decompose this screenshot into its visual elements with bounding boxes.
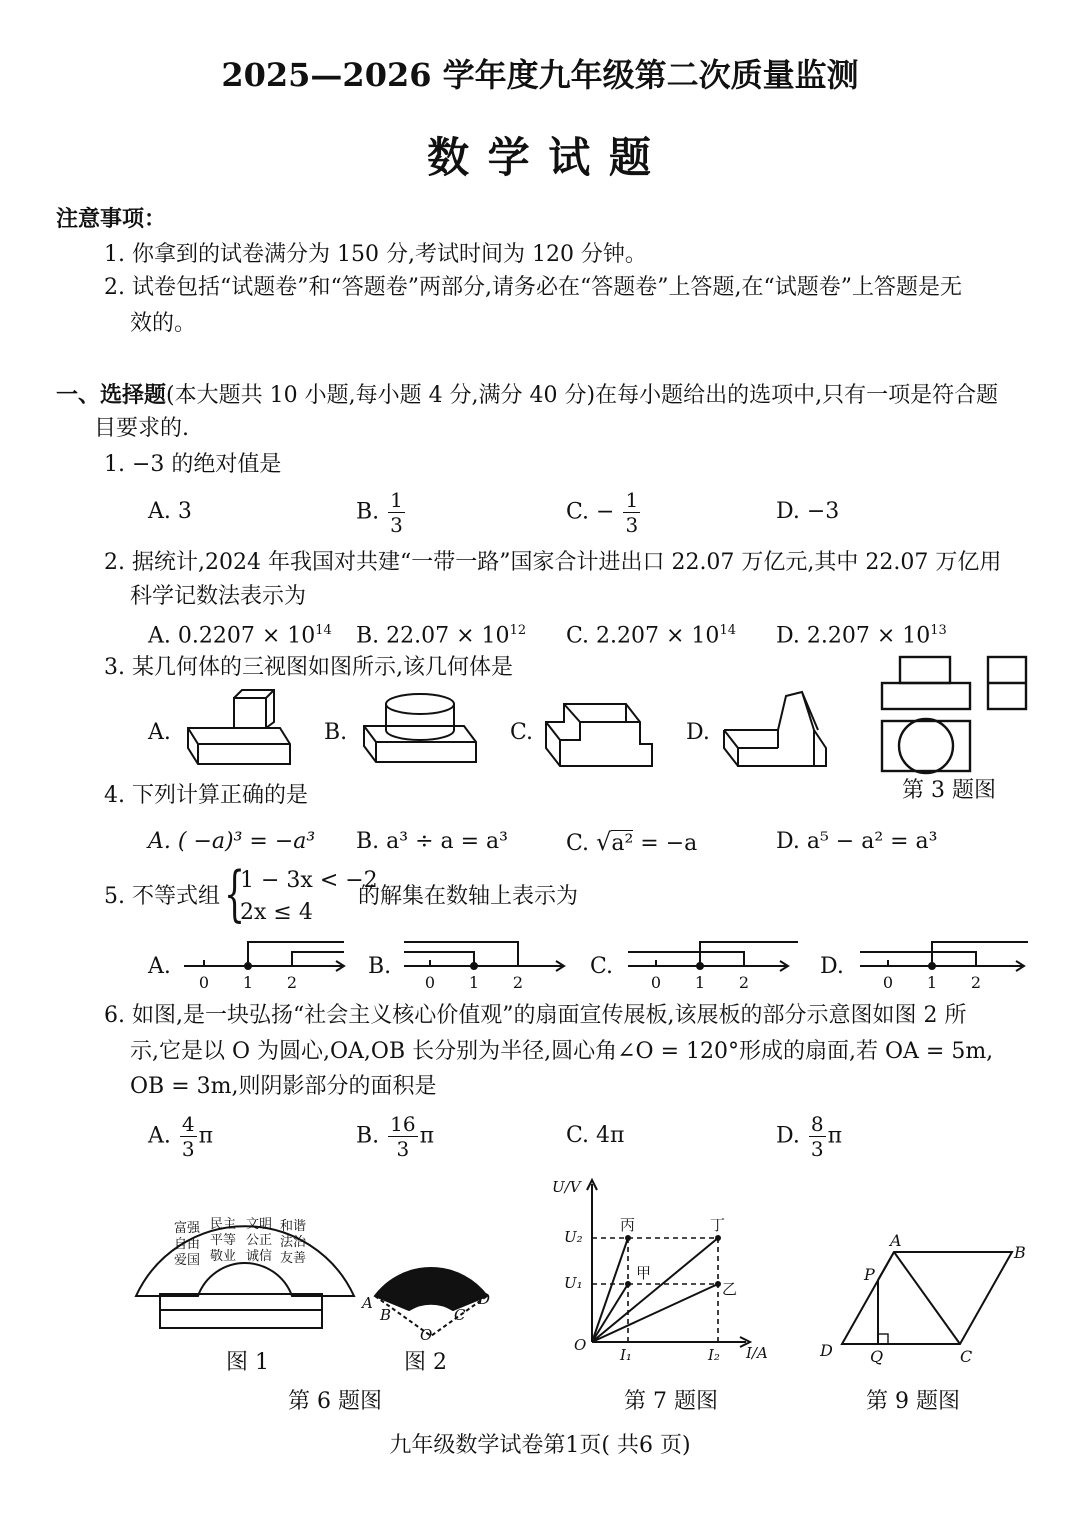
q3-caption: 第 3 题图 (902, 778, 996, 803)
pi-symbol: π (419, 1123, 435, 1149)
point-label: O (420, 1326, 433, 1344)
q1-option-c (566, 490, 642, 535)
fan-text: 公正 (246, 1233, 273, 1248)
fan-text: 文明 (246, 1217, 273, 1232)
q6-a-label: A. (148, 1123, 171, 1149)
point-label: A (890, 1231, 902, 1250)
q5-ineq-2: 2x ≤ 4 (240, 900, 313, 925)
q5-option-c-label: C. (590, 954, 614, 979)
tick-label: 0 (198, 973, 210, 992)
tick-label: I₁ (620, 1346, 632, 1364)
frac-num: 1 (625, 488, 639, 512)
q4-option-c (566, 827, 697, 859)
q5-option-d-label: D. (820, 954, 844, 979)
q2-stem: 2. 据统计,2024 年我国对共建“一带一路”国家合计进出口 22.07 万亿元,其中 22.07 万亿用 (104, 550, 1002, 575)
q3-solid-d (718, 688, 838, 770)
sqrt-sign: √ (596, 828, 612, 856)
point-label: C (454, 1306, 466, 1324)
frac-num: 1 (390, 488, 403, 512)
axis-label-x: I/A (746, 1344, 768, 1362)
tick-label: 0 (424, 973, 436, 992)
q5-stem-post: 的解集在数轴上表示为 (358, 884, 579, 909)
q6-a-fraction (180, 1114, 197, 1159)
point-label: 丙 (620, 1216, 636, 1234)
fan-text: 爱国 (174, 1253, 201, 1268)
q6-stem-cont-2: OB = 3m,则阴影部分的面积是 (130, 1074, 437, 1099)
q2-a-text: A. 0.2207 × 10 (148, 623, 316, 649)
frac-num: 4 (181, 1112, 195, 1136)
pi-symbol: π (827, 1123, 843, 1149)
q2-option-c (566, 616, 736, 651)
q1-option-a: A. 3 (148, 499, 192, 524)
q2-d-exp: 13 (930, 623, 947, 638)
fan-text: 自由 (174, 1237, 201, 1252)
frac-den: 3 (390, 513, 403, 537)
q4-option-b: B. a³ ÷ a = a³ (356, 829, 508, 854)
point-label: P (864, 1265, 875, 1284)
q2-c-exp: 14 (719, 623, 736, 638)
q2-a-exp: 14 (315, 623, 332, 638)
section-heading-desc: (本大题共 10 小题,每小题 4 分,满分 40 分)在每小题给出的选项中,只有一项是符合题 (166, 383, 999, 408)
notice-item-2-cont: 效的。 (130, 311, 197, 336)
q6-stem: 6. 如图,是一块弘扬“社会主义核心价值观”的扇面宣传展板,该展板的部分示意图如图 2 所 (104, 1003, 967, 1028)
tick-label: 1 (926, 973, 938, 992)
q5-numberline-b (400, 936, 570, 992)
fan-text: 诚信 (246, 1249, 273, 1264)
q6-b-label: B. (356, 1123, 380, 1149)
section-desc-cont: 目要求的. (94, 416, 189, 441)
q6-option-b (356, 1114, 434, 1159)
q5-ineq-1: 1 − 3x < −2 (240, 868, 378, 893)
fig9-parallelogram (816, 1230, 1036, 1366)
point-label: 乙 (722, 1280, 738, 1298)
tick-label: 0 (882, 973, 894, 992)
tick-label: 1 (242, 973, 254, 992)
frac-num: 8 (810, 1112, 824, 1136)
tick-label: 0 (650, 973, 662, 992)
q1-option-d: D. −3 (776, 499, 840, 524)
q3-three-views (878, 655, 1034, 775)
q4-option-d: D. a⁵ − a² = a³ (776, 829, 938, 854)
q4-stem: 4. 下列计算正确的是 (104, 783, 308, 808)
tick-label: 2 (738, 973, 750, 992)
q4-c-rest: = −a (640, 831, 698, 856)
notice-item-1: 1. 你拿到的试卷满分为 150 分,考试时间为 120 分钟。 (104, 242, 647, 267)
point-label: B (1014, 1243, 1026, 1262)
q3-option-b-label: B. (324, 720, 348, 745)
q5-stem-pre: 5. 不等式组 (104, 884, 220, 909)
notice-item-2: 2. 试卷包括“试题卷”和“答题卷”两部分,请务必在“答题卷”上答题,在“试题卷”上答题是无 (104, 275, 962, 300)
fan-text: 和谐 (280, 1219, 307, 1234)
fig9-caption: 第 9 题图 (866, 1389, 960, 1414)
q3-option-d-label: D. (686, 720, 710, 745)
fig6-caption: 第 6 题图 (288, 1389, 382, 1414)
origin-label: O (574, 1336, 587, 1354)
fig6-caption-1: 图 1 (226, 1350, 269, 1375)
q5-option-b-label: B. (368, 954, 392, 979)
q5-numberline-c (624, 936, 800, 992)
q3-option-a-label: A. (148, 720, 171, 745)
tick-label: 2 (512, 973, 524, 992)
point-label: D (478, 1290, 491, 1308)
q2-stem-cont: 科学记数法表示为 (130, 584, 307, 609)
fan-text: 友善 (280, 1251, 307, 1266)
frac-den: 3 (181, 1137, 195, 1161)
fan-text: 法治 (280, 1235, 307, 1250)
point-label: Q (870, 1347, 884, 1366)
tick-label: 1 (694, 973, 706, 992)
q3-solid-b (356, 690, 482, 772)
q1-option-b (356, 490, 407, 535)
fig7-caption: 第 7 题图 (624, 1389, 718, 1414)
section-heading (56, 380, 998, 411)
axis-label-y: U/V (552, 1178, 581, 1196)
q1-option-c-fraction (623, 490, 640, 535)
q2-c-text: C. 2.207 × 10 (566, 623, 720, 649)
page-footer: 九年级数学试卷第1页( 共6 页) (389, 1433, 691, 1458)
q6-option-a (148, 1114, 213, 1159)
tick-label: U₂ (564, 1228, 583, 1246)
q6-stem-cont-1: 示,它是以 O 为圆心,OA,OB 长分别为半径,圆心角∠O = 120°形成的扇面,若 OA = 5m, (130, 1039, 994, 1064)
fig7-graph (550, 1172, 780, 1372)
q2-b-text: B. 22.07 × 10 (356, 623, 510, 649)
fan-text: 民主 (210, 1217, 237, 1232)
q1-option-c-label: C. − (566, 499, 615, 525)
q5-numberline-d (856, 936, 1032, 992)
tick-label: U₁ (564, 1274, 583, 1292)
fan-text: 敬业 (210, 1249, 237, 1264)
notice-heading: 注意事项： (56, 206, 167, 232)
section-heading-label: 一、选择题 (56, 382, 167, 408)
q2-d-text: D. 2.207 × 10 (776, 623, 931, 649)
point-label: C (960, 1347, 973, 1366)
frac-num: 16 (390, 1112, 416, 1136)
point-label: B (380, 1306, 392, 1324)
frac-den: 3 (625, 513, 639, 537)
frac-den: 3 (396, 1137, 410, 1161)
brace: { (224, 859, 246, 929)
q6-option-c: C. 4π (566, 1123, 625, 1148)
q2-b-exp: 12 (509, 623, 527, 638)
point-label: D (820, 1341, 833, 1360)
q2-option-b (356, 616, 526, 651)
fan-text: 平等 (210, 1233, 237, 1248)
q3-solid-c (540, 690, 660, 772)
q5-option-a-label: A. (148, 954, 171, 979)
pi-symbol: π (198, 1123, 214, 1149)
q1-option-b-fraction (388, 490, 405, 535)
q3-option-c-label: C. (510, 720, 534, 745)
point-label: 甲 (636, 1264, 652, 1282)
tick-label: 1 (468, 973, 480, 992)
q6-option-d (776, 1114, 842, 1159)
q1-stem: 1. −3 的绝对值是 (104, 452, 282, 477)
point-label: 丁 (710, 1216, 726, 1234)
q1-option-b-label: B. (356, 499, 380, 525)
fig6-sector (360, 1252, 500, 1342)
q3-stem: 3. 某几何体的三视图如图所示,该几何体是 (104, 655, 513, 680)
frac-den: 3 (810, 1137, 824, 1161)
q6-b-fraction (388, 1114, 417, 1159)
q2-option-a (148, 616, 332, 651)
q6-d-fraction (809, 1114, 826, 1159)
q3-solid-a (180, 688, 300, 770)
tick-label: 2 (970, 973, 982, 992)
exam-subtitle: 数 学 试 题 (427, 133, 653, 182)
tick-label: 2 (286, 973, 298, 992)
q4-option-a: A. ( −a)³ = −a³ (148, 829, 316, 854)
q6-d-label: D. (776, 1123, 800, 1149)
tick-label: I₂ (708, 1346, 720, 1364)
exam-title: 2025—2026 学年度九年级第二次质量监测 (221, 56, 859, 94)
fig6-fan-board (130, 1198, 360, 1338)
q2-option-d (776, 616, 947, 651)
point-label: A (362, 1294, 373, 1312)
fan-text: 富强 (174, 1221, 201, 1236)
q5-numberline-a (180, 936, 350, 992)
fig6-caption-2: 图 2 (404, 1350, 447, 1375)
q4-c-label: C. (566, 831, 590, 856)
q4-c-radicand: a² (611, 831, 634, 856)
